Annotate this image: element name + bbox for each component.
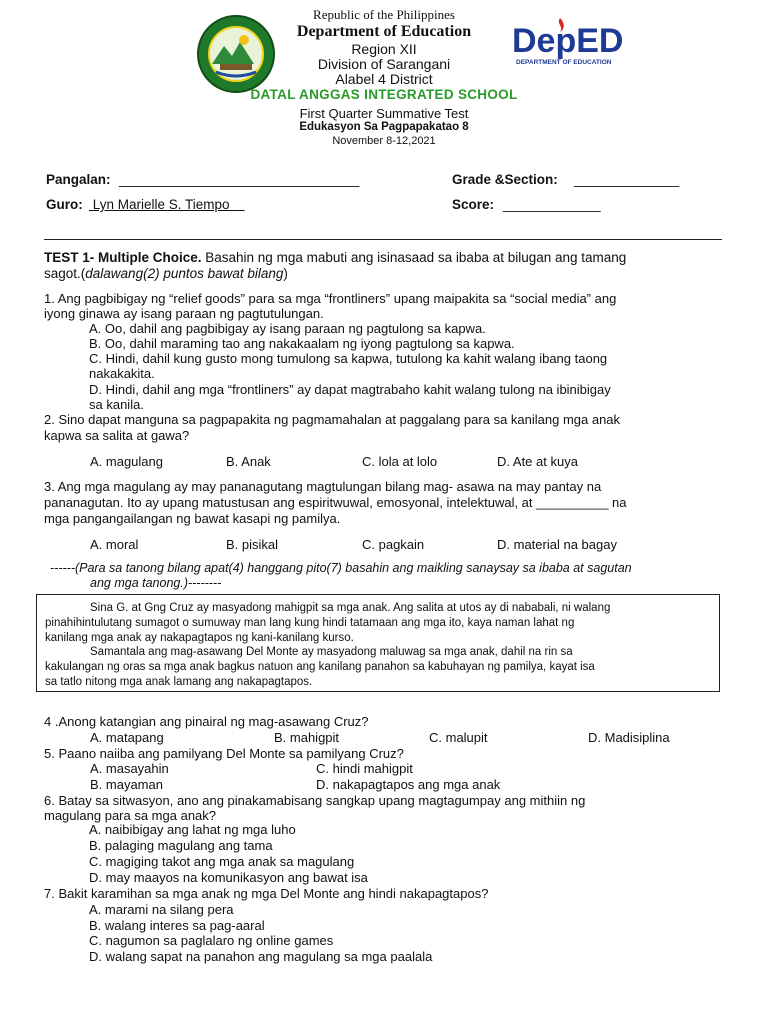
region-line: Region XII	[351, 41, 417, 57]
q1-choice-d[interactable]: D. Hindi, dahil ang mga “frontliners” ay dapat magtrabaho kahit walang tulong na ibinibigay	[89, 382, 611, 397]
q3-choice-a[interactable]: A. moral	[90, 537, 139, 552]
q1-choice-d-cont: sa kanila.	[89, 397, 144, 412]
q6-choice-d[interactable]: D. may maayos na komunikasyon ang bawat isa	[89, 870, 368, 885]
deped-logo-subtext: DEPARTMENT OF EDUCATION	[516, 59, 612, 66]
score-field[interactable]: _____________	[503, 197, 601, 212]
q6-choice-c[interactable]: C. magiging takot ang mga anak sa magulang	[89, 854, 355, 869]
passage-note-line2: ang mga tanong.)--------	[90, 576, 222, 590]
q5-choice-c[interactable]: C. hindi mahigpit	[316, 761, 413, 776]
name-label: Pangalan:	[46, 172, 111, 187]
q2-choice-a[interactable]: A. magulang	[90, 454, 163, 469]
q6-choice-a[interactable]: A. naibibigay ang lahat ng mga luho	[89, 822, 296, 837]
q1-choice-a[interactable]: A. Oo, dahil ang pagbibigay ay isang paraan ng pagtulong sa kapwa.	[89, 321, 486, 336]
q2-stem-line2: kapwa sa salita at gawa?	[44, 428, 190, 443]
q1-stem-line1: 1. Ang pagbibigay ng “relief goods” para sa mga “frontliners” upang maipakita sa “social media” ang	[44, 291, 617, 306]
q7-choice-a[interactable]: A. marami na silang pera	[89, 902, 234, 917]
q7-choice-c[interactable]: C. nagumon sa paglalaro ng online games	[89, 933, 334, 948]
teacher-label: Guro:	[46, 197, 83, 212]
q3-stem-line1: 3. Ang mga magulang ay may pananagutang magtulungan bilang mag- asawa na may pantay na	[44, 479, 602, 494]
q1-choice-b[interactable]: B. Oo, dahil maraming tao ang nakakaalam ng iyong pagtulong sa kapwa.	[89, 336, 515, 351]
q3-choice-c[interactable]: C. pagkain	[362, 537, 425, 552]
test1-instruction-line1: Basahin ng mga mabuti ang isinasaad sa ibaba at bilugan ang tamang	[201, 250, 627, 265]
republic-line: Republic of the Philippines	[313, 7, 455, 22]
q5-choice-d[interactable]: D. nakapagtapos ang mga anak	[316, 777, 501, 792]
q3-stem-line2: pananagutan. Ito ay upang matustusan ang espiritwuwal, emosyonal, intelektuwal, at __________ na	[44, 495, 627, 510]
q7-choice-d[interactable]: D. walang sapat na panahon ang magulang sa mga paalala	[89, 949, 433, 964]
q2-choice-c[interactable]: C. lola at lolo	[362, 454, 438, 469]
grade-section-field[interactable]: ______________	[574, 172, 680, 187]
passage-note-line1: ------(Para sa tanong bilang apat(4) hanggang pito(7) basahin ang maikling sanaysay sa ibaba at sagutan	[50, 561, 632, 575]
q4-choice-c[interactable]: C. malupit	[429, 730, 488, 745]
passage-p2-line3: sa tatlo nitong mga anak lamang ang nakapagtapos.	[45, 676, 313, 688]
deped-logo-text: DepED	[512, 22, 624, 60]
test-title: First Quarter Summative Test	[299, 106, 469, 121]
passage-p1-line2: pinahihintulutang sumagot o sumuway man lang kung hindi tatamaan ang mga ito, kaya naman lahat ng	[45, 617, 575, 629]
q2-stem-line1: 2. Sino dapat manguna sa pagpapakita ng pagmamahalan at paggalang para sa kanilang mga anak	[44, 412, 621, 427]
passage-p2-line2: kakulangan ng oras sa mga anak bagkus natuon ang kanilang panahon sa kabuhayan ng pamilya, kayat isa	[45, 661, 595, 673]
grade-section-label: Grade &Section:	[452, 172, 558, 187]
test1-instruction-italic: dalawang(2) puntos bawat bilang	[85, 266, 284, 281]
q5-choice-b[interactable]: B. mayaman	[90, 777, 163, 792]
passage-p2-line1: Samantala ang mag-asawang Del Monte ay masyadong maluwag sa mga anak, dahil na rin sa	[90, 646, 573, 658]
q6-choice-b[interactable]: B. palaging magulang ang tama	[89, 838, 273, 853]
teacher-name: Lyn Marielle S. Tiempo	[89, 197, 245, 212]
name-field[interactable]: ________________________________	[119, 172, 360, 187]
date-line: November 8-12,2021	[332, 135, 436, 147]
q4-choice-a[interactable]: A. matapang	[90, 730, 164, 745]
q6-stem-line2: magulang para sa mga anak?	[44, 808, 217, 823]
q1-stem-line2: iyong ginawa ay isang paraan ng pagtutulungan.	[44, 306, 324, 321]
test1-instruction	[44, 250, 720, 266]
q3-choice-b[interactable]: B. pisikal	[226, 537, 279, 552]
district-line: Alabel 4 District	[335, 71, 433, 87]
q2-choice-d[interactable]: D. Ate at kuya	[497, 454, 578, 469]
subject-line: Edukasyon Sa Pagpapakatao 8	[299, 121, 469, 133]
passage-p1-line1: Sina G. at Gng Cruz ay masyadong mahigpit sa mga anak. Ang salita at utos ay di nababali, ni walang	[90, 602, 611, 614]
test1-heading: TEST 1- Multiple Choice.	[44, 250, 202, 265]
q1-choice-c[interactable]: C. Hindi, dahil kung gusto mong tumulong sa kapwa, tutulong ka kahit walang ibang taong	[89, 351, 608, 366]
q4-choice-b[interactable]: B. mahigpit	[274, 730, 340, 745]
department-line: Department of Education	[296, 23, 472, 40]
test1-instruction-line2	[44, 266, 720, 282]
q5-choice-a[interactable]: A. masayahin	[90, 761, 169, 776]
q6-stem-line1: 6. Batay sa sitwasyon, ano ang pinakamabisang sangkap upang magtagumpay ang mithiin ng	[44, 793, 586, 808]
q1-choice-c-cont: nakakakita.	[89, 366, 155, 381]
score-label: Score:	[452, 197, 495, 212]
q2-choice-b[interactable]: B. Anak	[226, 454, 271, 469]
q7-choice-b[interactable]: B. walang interes sa pag-aaral	[89, 918, 265, 933]
q4-choice-d[interactable]: D. Madisiplina	[588, 730, 670, 745]
passage-p1-line3: kanilang mga anak ay nakapagtapos ng kani-kanilang kurso.	[45, 632, 354, 644]
q5-stem: 5. Paano naiiba ang pamilyang Del Monte sa pamilyang Cruz?	[44, 746, 404, 761]
q7-stem: 7. Bakit karamihan sa mga anak ng mga Del Monte ang hindi nakapagtapos?	[44, 886, 489, 901]
header-divider	[44, 239, 722, 240]
test1-instruction-suffix: )	[283, 266, 288, 281]
q3-choice-d[interactable]: D. material na bagay	[497, 537, 617, 552]
test1-instruction-prefix: sagot.(	[44, 266, 86, 281]
q4-stem: 4 .Anong katangian ang pinairal ng mag-asawang Cruz?	[44, 714, 369, 729]
school-name: DATAL ANGGAS INTEGRATED SCHOOL	[250, 87, 518, 102]
division-line: Division of Sarangani	[317, 56, 451, 72]
q3-stem-line3: mga pangangailangan ng bawat kasapi ng pamilya.	[44, 511, 341, 526]
